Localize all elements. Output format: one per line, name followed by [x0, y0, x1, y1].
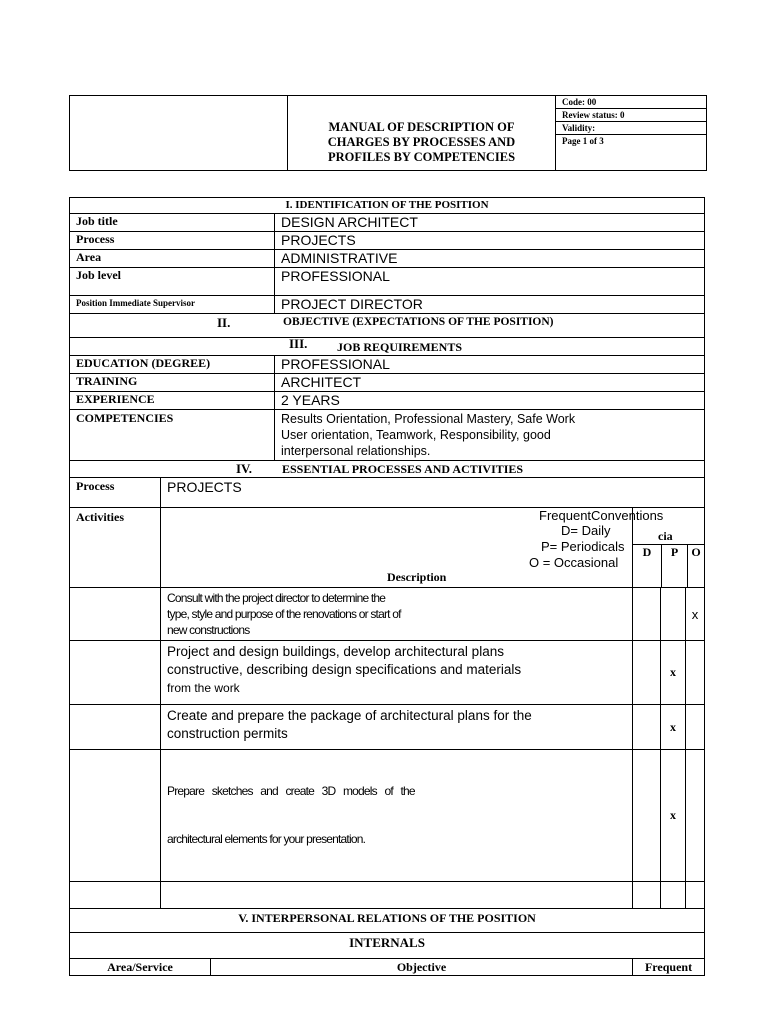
frequency-header: [633, 508, 705, 588]
activity-row: [70, 705, 705, 750]
activities-header: [161, 508, 664, 588]
job-level-value: PROFESSIONAL: [275, 268, 705, 296]
col-objective: Objective: [211, 959, 633, 976]
training-label: TRAINING: [70, 374, 275, 392]
cia-label: cia: [658, 529, 673, 543]
activity-line: Prepare sketches and create 3D models of the: [167, 784, 415, 798]
validity-field: Validity:: [556, 122, 706, 135]
description-label: Description: [387, 570, 447, 584]
activity-line: type, style and purpose of the renovations or start of: [167, 607, 401, 621]
activity-line: constructive, describing design specifications and materials: [167, 662, 522, 677]
job-level-label: Job level: [70, 268, 275, 296]
job-title-label: Job title: [70, 214, 275, 232]
code-field: Code: 00: [556, 96, 706, 109]
education-label: EDUCATION (DEGREE): [70, 356, 275, 374]
section-processes-heading: [70, 461, 705, 478]
process-value: PROJECTS: [275, 232, 705, 250]
processes-number: IV.: [236, 461, 253, 476]
empty-cell: [161, 882, 633, 909]
internals-subheading: INTERNALS: [70, 933, 705, 959]
process-label: Process: [70, 232, 275, 250]
activities-label: Activities: [70, 508, 161, 588]
activity-spacer: [70, 705, 161, 750]
job-title-value: DESIGN ARCHITECT: [275, 214, 705, 232]
conventions-line: FrequentConventions: [539, 508, 664, 523]
supervisor-value: PROJECT DIRECTOR: [275, 296, 705, 314]
process-row-label: Process: [70, 478, 161, 508]
column-o: O: [688, 544, 704, 587]
competencies-value: [275, 410, 705, 461]
empty-cell: [633, 882, 661, 909]
mark-p: x: [661, 641, 686, 705]
area-label: Area: [70, 250, 275, 268]
column-d: D: [633, 544, 662, 587]
review-status-field: Review status: 0: [556, 109, 706, 122]
conventions-line: P= Periodicals: [541, 539, 625, 554]
title-line: CHARGES BY PROCESSES AND: [327, 134, 516, 149]
job-description-table: [69, 197, 705, 976]
training-value: ARCHITECT: [275, 374, 705, 392]
conventions-line: D= Daily: [561, 523, 611, 538]
activity-line: new constructions: [167, 623, 250, 637]
section-requirements-heading: [70, 338, 705, 356]
processes-title: ESSENTIAL PROCESSES AND ACTIVITIES: [282, 462, 524, 476]
activity-line: from the work: [167, 681, 240, 695]
mark-d: [633, 750, 661, 882]
document-meta: [556, 96, 707, 171]
activity-description: [161, 588, 633, 641]
mark-o: [686, 750, 705, 882]
activity-description: [161, 641, 633, 705]
area-value: ADMINISTRATIVE: [275, 250, 705, 268]
section-identification-heading: I. IDENTIFICATION OF THE POSITION: [70, 198, 705, 214]
logo-area: [70, 96, 288, 171]
mark-o: x: [686, 588, 705, 641]
activity-line: construction permits: [167, 726, 288, 741]
document-header: [69, 95, 707, 171]
mark-p: x: [661, 750, 686, 882]
activity-line: architectural elements for your presentation.: [167, 832, 366, 846]
mark-d: [633, 641, 661, 705]
supervisor-label: Position Immediate Supervisor: [70, 296, 275, 314]
competencies-line: Results Orientation, Professional Mastery, Safe Work: [281, 412, 576, 426]
activity-spacer: [70, 750, 161, 882]
mark-p: x: [661, 705, 686, 750]
activity-row: [70, 641, 705, 705]
competencies-line: User orientation, Teamwork, Responsibility, good: [281, 428, 551, 442]
conventions-line: O = Occasional: [529, 555, 619, 570]
page-number: Page 1 of 3: [556, 135, 706, 170]
activity-spacer: [70, 641, 161, 705]
title-line: MANUAL OF DESCRIPTION OF: [328, 119, 515, 134]
empty-cell: [661, 882, 686, 909]
activity-row-empty: [70, 882, 705, 909]
col-frequent: Frequent: [633, 959, 705, 976]
activity-row: [70, 588, 705, 641]
experience-value: 2 YEARS: [275, 392, 705, 410]
section-relations-heading: V. INTERPERSONAL RELATIONS OF THE POSITION: [70, 909, 705, 933]
column-p: P: [662, 544, 688, 587]
activity-description: [161, 705, 633, 750]
empty-cell: [70, 882, 161, 909]
empty-cell: [686, 882, 705, 909]
activity-line: Create and prepare the package of architectural plans for the: [167, 708, 532, 723]
mark-p: [661, 588, 686, 641]
objective-number: II.: [217, 315, 231, 330]
competencies-line: interpersonal relationships.: [281, 444, 431, 458]
process-row-value: PROJECTS: [161, 478, 705, 508]
document-title: [288, 96, 556, 171]
education-value: PROFESSIONAL: [275, 356, 705, 374]
requirements-title: JOB REQUIREMENTS: [337, 340, 463, 354]
experience-label: EXPERIENCE: [70, 392, 275, 410]
mark-o: [686, 705, 705, 750]
activity-spacer: [70, 588, 161, 641]
mark-d: [633, 705, 661, 750]
activity-line: Consult with the project director to determine the: [167, 591, 386, 605]
activity-description: [161, 750, 633, 882]
activity-line: Project and design buildings, develop architectural plans: [167, 644, 504, 659]
section-objective-heading: [70, 314, 705, 338]
activity-row: [70, 750, 705, 882]
mark-d: [633, 588, 661, 641]
mark-o: [686, 641, 705, 705]
competencies-label: COMPETENCIES: [70, 410, 275, 461]
col-area-service: Area/Service: [70, 959, 211, 976]
requirements-number: III.: [289, 336, 308, 351]
objective-title: OBJECTIVE (EXPECTATIONS OF THE POSITION): [283, 316, 554, 328]
title-line: PROFILES BY COMPETENCIES: [327, 149, 516, 164]
